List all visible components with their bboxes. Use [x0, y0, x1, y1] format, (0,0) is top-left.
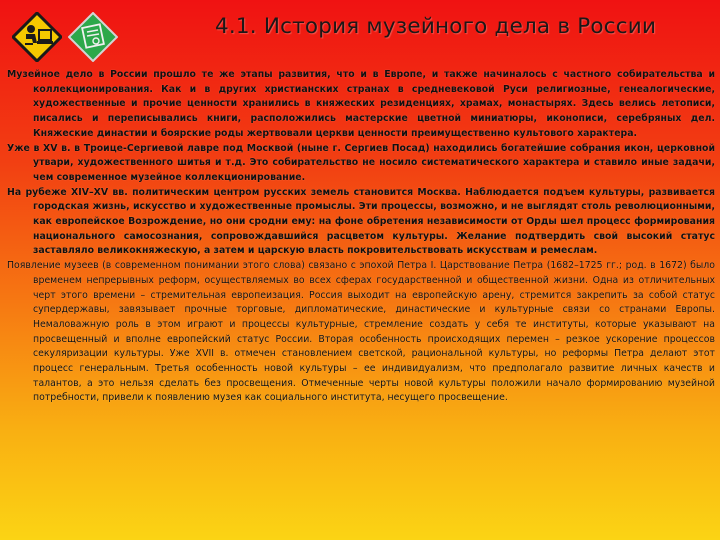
paragraph-collecting: Музейное дело в России прошло те же этапы развития, что и в Европе, и также начиналось с частного собирательства и коллекционирования. Как и в других христианских странах в средневековой Руси религиозные, генеалогические, художественные и прочие ценности хранились в княжеских резиденциях, храмах, монастырях. Здесь велись летописи, писались и переписывались книги, расположились мастерские цветной миниатюры, иконописи, серебряных дел. Княжеские династии и боярские роды жертвовали церкви ценности преимущественно культового характера. — [7, 69, 715, 139]
logo-group — [12, 12, 118, 62]
paragraph-trinity-lavra: Уже в XV в. в Троице-Сергиевой лавре под Москвой (ныне г. Сергиев Посад) находились богатейшие собрания икон, церковной утвари, художественного шитья и т.д. Это собирательство не носило систематического характера и ставило иные задачи, чем современное музейное коллекционирование. — [7, 142, 715, 183]
paragraph-moscow-rise: На рубеже XIV–XV вв. политическим центром русских земель становится Москва. Наблюдается подъем культуры, развивается городская жизнь, искусство и художественные промыслы. Эти процессы, возможно, и не выглядят столь революционными, как европейское Возрождение, но они сродни ему: на фоне обретения независимости от Орды шел процесс формирования национального самосознания, сопровождавшийся расцветом культуры. Желание подтвердить свой высокий статус заставляло великокняжескую, а затем и царскую власть покровительствовать искусствам и ремеслам. — [7, 186, 715, 257]
slide-title: 4.1. История музейного дела в России — [215, 14, 657, 39]
paragraph-peter-era: Появление музеев (в современном понимании этого слова) связано с эпохой Петра I. Царствование Петра (1682–1725 гг.; род. в 1672) было временем непрерывных реформ, осуществляемых во всех сферах государственной и общественной жизни. Одна из отличительных черт этого времени – стремительная европеизация. Россия выходит на европейскую арену, стремится закрепить за собой статус супердержавы, завязывает прочные торговые, дипломатические, династические и культурные связи со странами Европы. Немаловажную роль в этом играют и процессы культурные, стремление создать у себя те институты, которые указывают на просвещенный и вполне европейский статус России. Вторая особенность происходящих перемен – резкое ускорение процессов секуляризации культуры. Уже XVII в. отмечен становлением светской, рациональной культуры, но реформы Петра делают этот процесс генеральным. Третья особенность новой культуры – ее индивидуализм, что предполагало развитие личных качеств и талантов, а это нельзя сделать без просвещения. Отмеченные черты новой культуры положили начало формированию музейной потребности, привели к появлению музея как социального института, несущего просвещение. — [7, 260, 715, 404]
person-at-computer-icon — [12, 12, 62, 62]
certificate-badge-icon — [68, 12, 118, 62]
slide-body — [7, 68, 715, 536]
